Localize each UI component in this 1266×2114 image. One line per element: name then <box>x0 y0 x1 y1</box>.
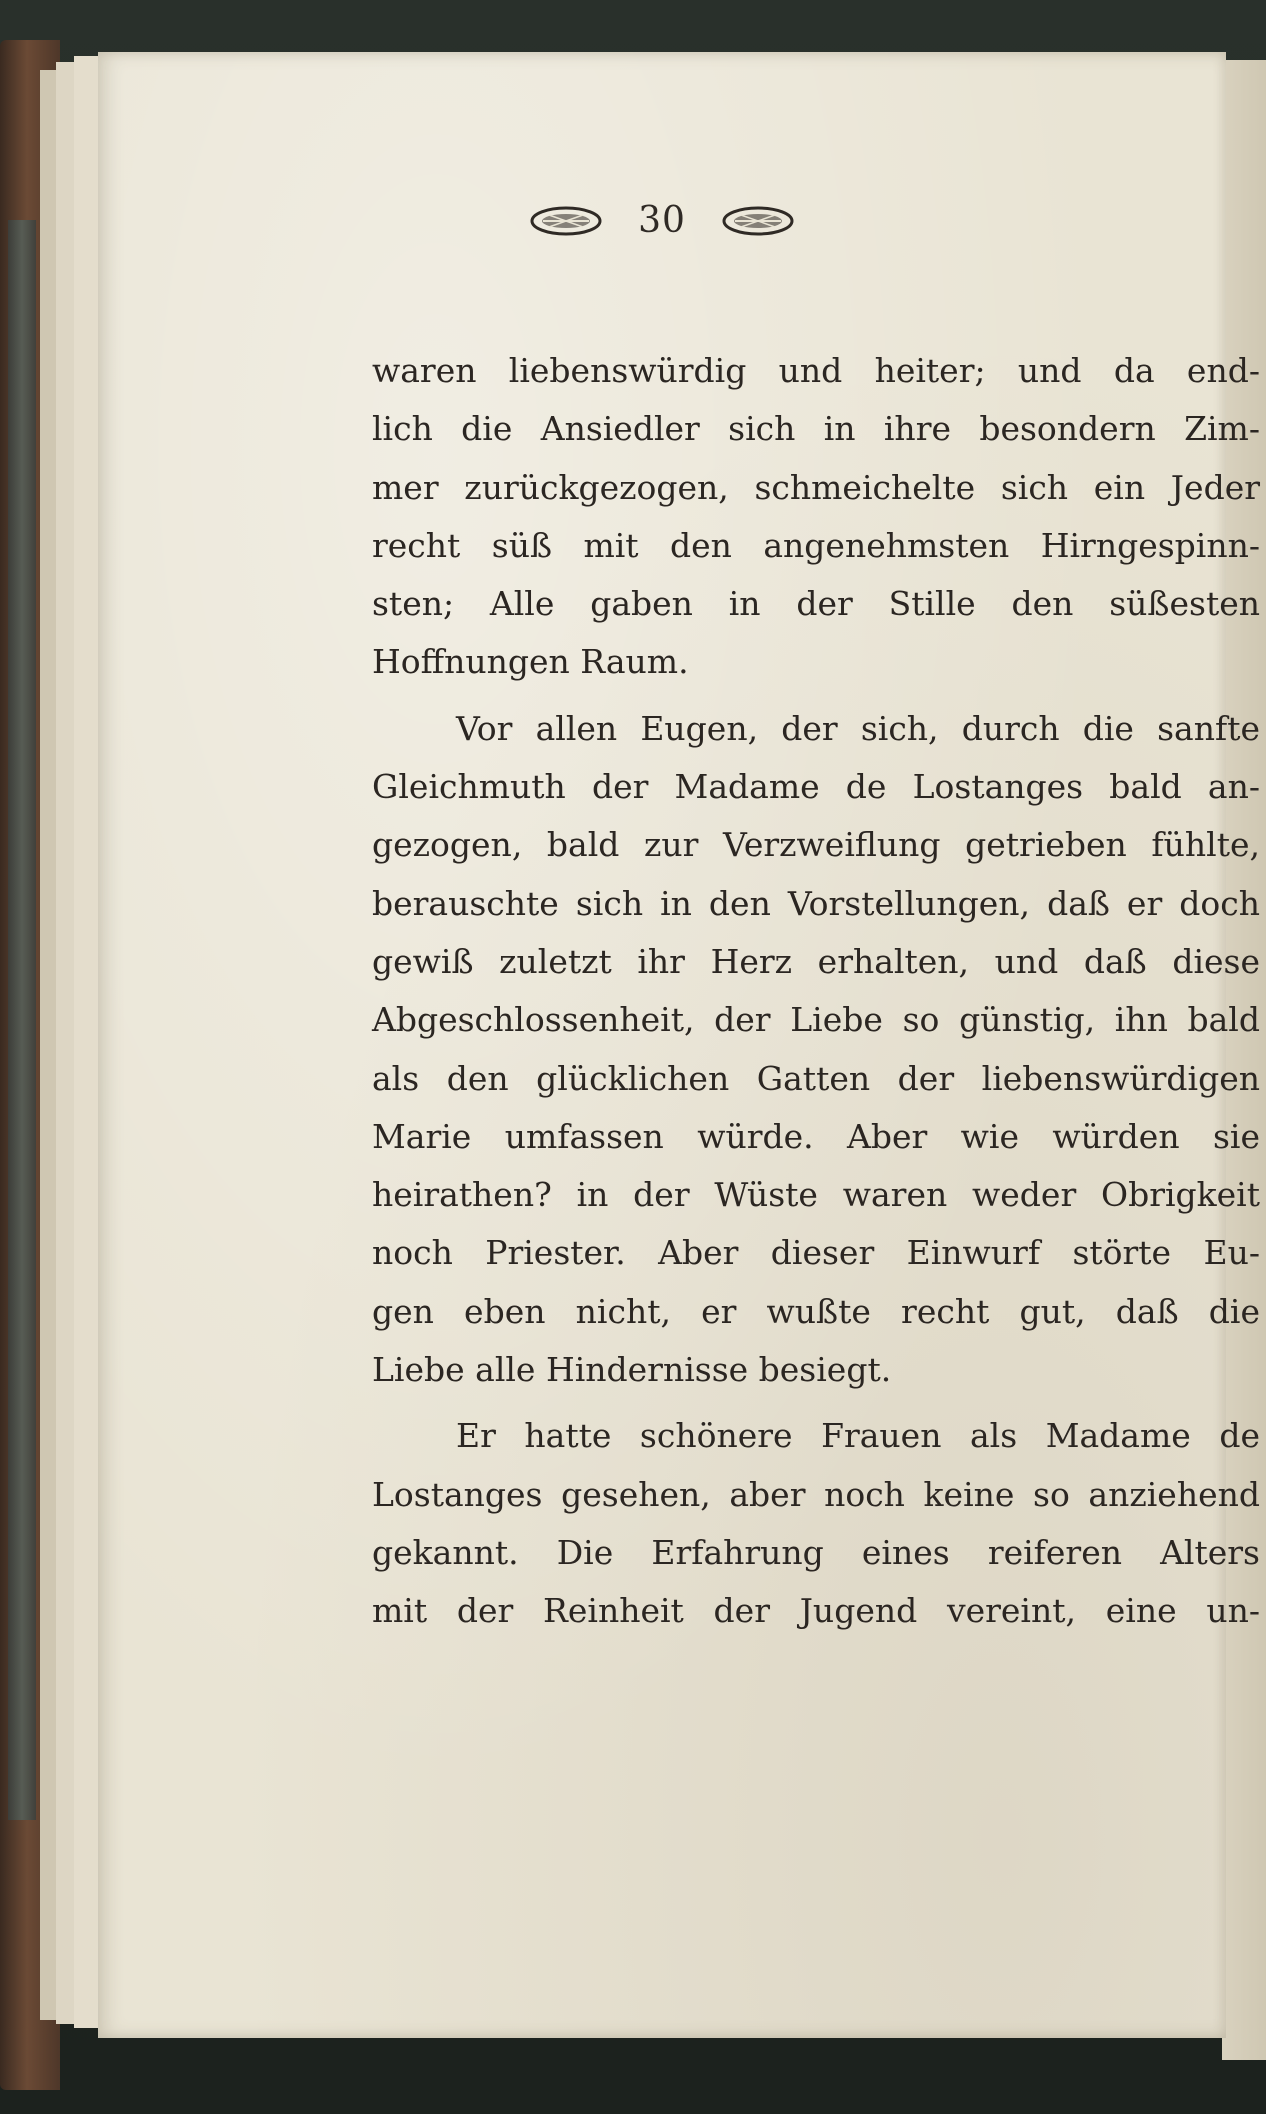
page-header <box>98 200 1226 260</box>
text-line: waren liebenswürdig und heiter; und da end- <box>372 351 1260 390</box>
text-line: recht süß mit den angenehmsten Hirngespinn- <box>372 525 1260 565</box>
page-number: 30 <box>638 200 686 241</box>
text-line: Er hatte schönere Frauen als Madame de <box>456 1416 1260 1456</box>
text-line: Abgeschlossenheit, der Liebe so günstig, ihn bald <box>372 1000 1260 1040</box>
book-page <box>98 52 1260 2038</box>
text-line: Lostanges gesehen, aber noch keine so anziehend <box>372 1474 1260 1514</box>
text-line: sten; Alle gaben in der Stille den süßesten <box>372 584 1260 624</box>
text-line: als den glücklichen Gatten der liebenswürdigen <box>372 1058 1260 1098</box>
text-line: berauschte sich in den Vorstellungen, daß er doch <box>372 883 1260 923</box>
text-line: lich die Ansiedler sich in ihre besondern Zim- <box>372 409 1260 449</box>
text-line: Vor allen Eugen, der sich, durch die sanfte <box>456 708 1260 748</box>
text-line: Hoffnungen Raum. <box>372 642 689 682</box>
text-line: mer zurückgezogen, schmeichelte sich ein Jeder <box>372 467 1260 507</box>
text-line: heirathen? in der Wüste waren weder Obrigkeit <box>372 1175 1260 1215</box>
text-line: mit der Reinheit der Jugend vereint, eine un- <box>372 1591 1260 1631</box>
text-line: gewiß zuletzt ihr Herz erhalten, und daß diese <box>372 941 1260 981</box>
left-ornament-icon <box>529 204 603 238</box>
text-line: noch Priester. Aber dieser Einwurf störte Eu- <box>372 1233 1260 1273</box>
text-line: Marie umfassen würde. Aber wie würden sie <box>372 1116 1260 1156</box>
body-text <box>372 342 1260 1641</box>
text-line: Gleichmuth der Madame de Lostanges bald an- <box>372 767 1260 807</box>
cover-spine-strip <box>8 220 36 1820</box>
text-line: gezogen, bald zur Verzweiflung getrieben fühlte, <box>372 825 1260 865</box>
right-ornament-icon <box>721 204 795 238</box>
text-line: Liebe alle Hindernisse besiegt. <box>372 1350 892 1390</box>
text-line: gekannt. Die Erfahrung eines reiferen Alters <box>372 1532 1260 1572</box>
text-line: gen eben nicht, er wußte recht gut, daß die <box>372 1291 1260 1331</box>
